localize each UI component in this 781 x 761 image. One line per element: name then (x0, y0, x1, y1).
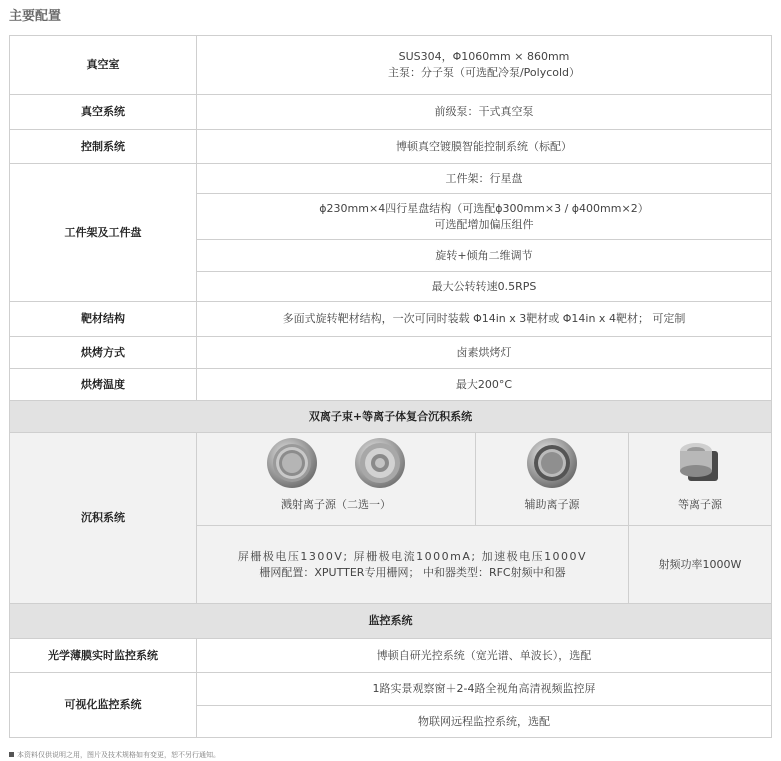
ion-source-voltage-specs: 屏栅极电压1300V; 屏栅极电流1000mA; 加速极电压1000V (237, 549, 588, 563)
fixture-planetary-spec: ϕ230mm×4四行星盘结构（可选配ϕ300mm×3 / ϕ400mm×2） (319, 201, 649, 215)
plasma-source-caption: 等离子源 (678, 498, 722, 511)
fixture-value-2 (197, 194, 772, 240)
table-row (10, 639, 772, 673)
ion-source-specs (197, 526, 629, 604)
fixture-value-3: 旋转+倾角二维调节 (197, 240, 772, 272)
baking-method-value: 卤素烘烤灯 (197, 337, 772, 369)
table-row (10, 673, 772, 706)
section-title-deposition: 双离子束+等离子体复合沉积系统 (10, 401, 772, 433)
optical-monitoring-value: 博顿自研光控系统（宽光谱、单波长），选配 (197, 639, 772, 673)
footnote-text: 本资料仅供说明之用，图片及技术规格如有变更，恕不另行通知。 (17, 751, 220, 759)
baking-temp-value: 最大200°C (197, 369, 772, 401)
visual-monitoring-value-1: 1路实景观察窗＋2-4路全视角高清视频监控屏 (197, 673, 772, 706)
section-row-deposition (10, 401, 772, 433)
table-row (10, 302, 772, 337)
fixture-value-4: 最大公转转速0.5RPS (197, 272, 772, 302)
table-row (10, 433, 772, 526)
page-title: 主要配置 (9, 9, 62, 24)
rf-power-value: 射频功率1000W (629, 526, 772, 604)
table-row (10, 130, 772, 164)
target-value: 多面式旋转靶材结构，一次可同时装载 Φ14in x 3靶材或 Φ14in x 4靶材； 可定制 (197, 302, 772, 337)
section-row-monitoring (10, 604, 772, 639)
vacuum-chamber-spec: SUS304，Φ1060mm × 860mm (398, 50, 570, 63)
sputter-source-caption: 溅射离子源（二选一） (281, 498, 391, 511)
row-label-vacuum-system: 真空系统 (10, 95, 197, 130)
row-label-baking-temp: 烘烤温度 (10, 369, 197, 401)
row-label-optical-monitoring: 光学薄膜实时监控系统 (10, 639, 197, 673)
row-label-deposition: 沉积系统 (10, 433, 197, 604)
section-title-monitoring: 监控系统 (10, 604, 772, 639)
vacuum-chamber-pump: 主泵：分子泵（可选配冷泵/Polycold） (387, 66, 581, 79)
bullet-square-icon (9, 752, 14, 757)
vacuum-chamber-value (197, 36, 772, 95)
visual-monitoring-value-2: 物联网远程监控系统，选配 (197, 706, 772, 738)
row-label-visual-monitoring: 可视化监控系统 (10, 673, 197, 738)
sputter-source-cell (197, 433, 476, 526)
table-row (10, 337, 772, 369)
table-row (10, 164, 772, 194)
assist-source-caption: 辅助离子源 (524, 498, 580, 511)
sputter-ion-source-image-a (266, 437, 318, 489)
table-row (10, 95, 772, 130)
spec-table (9, 35, 772, 738)
row-label-fixture: 工件架及工件盘 (10, 164, 197, 302)
row-label-baking-method: 烘烤方式 (10, 337, 197, 369)
table-row (10, 369, 772, 401)
fixture-value-1: 工件架：行星盘 (197, 164, 772, 194)
assist-source-cell (476, 433, 629, 526)
assist-ion-source-image (526, 437, 578, 489)
control-system-value: 博顿真空镀膜智能控制系统（标配） (197, 130, 772, 164)
table-row (10, 36, 772, 95)
footnote (9, 750, 220, 760)
plasma-source-image (674, 437, 726, 489)
fixture-bias-option: 可选配增加偏压组件 (434, 217, 534, 231)
row-label-control-system: 控制系统 (10, 130, 197, 164)
row-label-vacuum-chamber: 真空室 (10, 36, 197, 95)
vacuum-system-value: 前级泵：干式真空泵 (197, 95, 772, 130)
sputter-ion-source-image-b (354, 437, 406, 489)
ion-source-grid-specs: 栅网配置：XPUTTER专用栅网； 中和器类型：RFC射频中和器 (259, 565, 566, 579)
row-label-target: 靶材结构 (10, 302, 197, 337)
plasma-source-cell (629, 433, 772, 526)
